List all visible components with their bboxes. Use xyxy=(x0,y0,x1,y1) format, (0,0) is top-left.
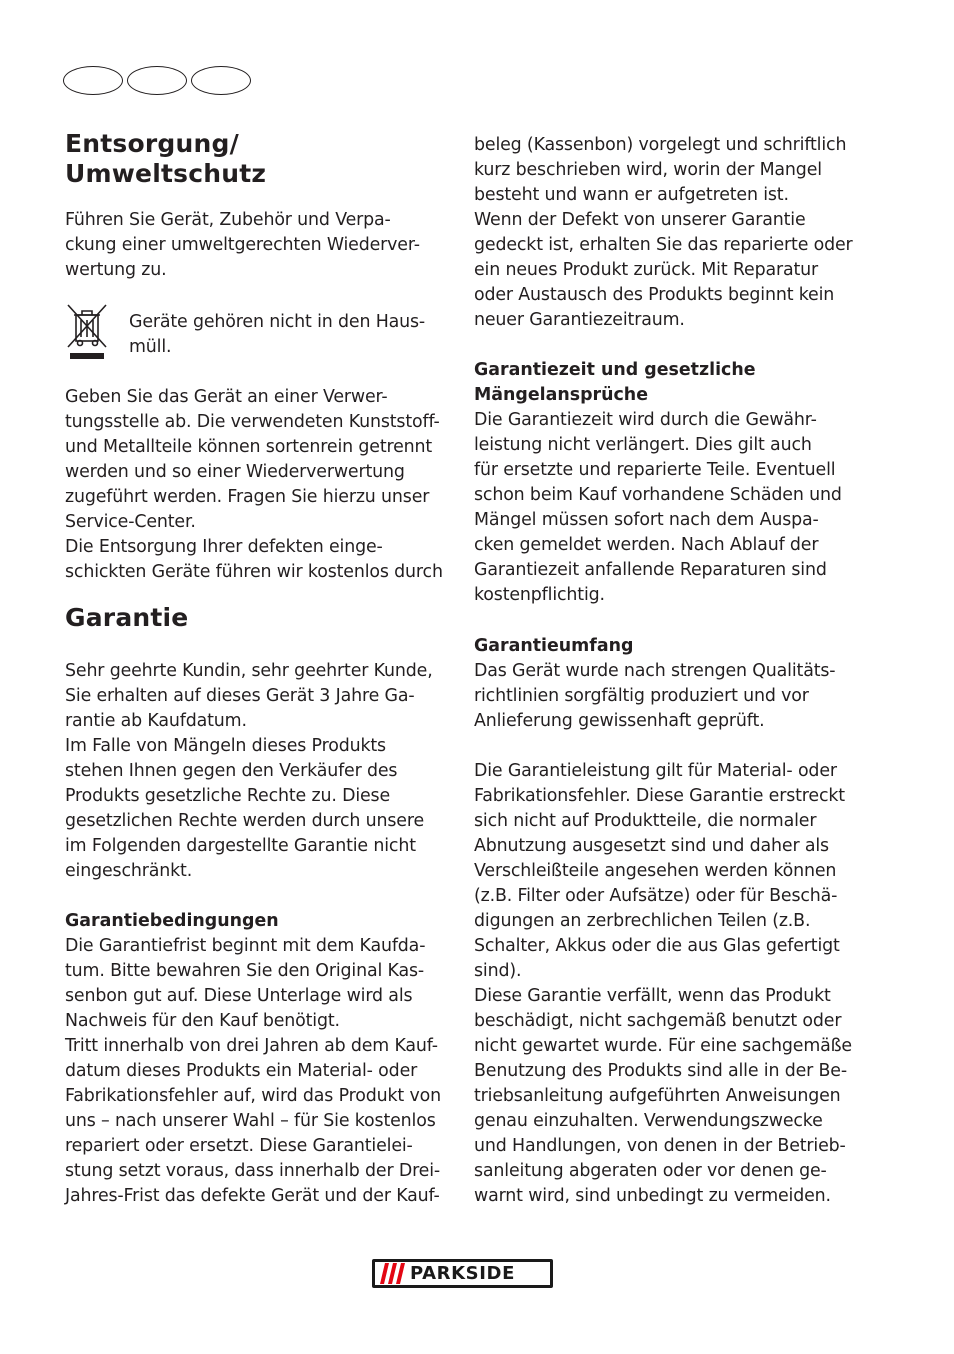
language-oval-icon xyxy=(191,66,251,95)
conditions-continued: beleg (Kassenbon) vorgelegt und schriftlich kurz beschrieben wird, worin der Mangel besteht und wann er aufgetreten ist. Wenn der Defekt von unserer Garantie gedeckt ist, erhalten Sie das reparierte oder ein neues Produkt zurück. Mit Reparatur oder Austausch des Produkts beginnt kein neuer Garantiezeitraum. xyxy=(474,135,853,330)
crossed-out-wheelie-bin-icon xyxy=(64,301,112,361)
language-oval-icons xyxy=(63,66,253,97)
language-oval-icon xyxy=(127,66,187,95)
logo-brand-text: PARKSIDE xyxy=(410,1263,515,1284)
scope-body-2: Die Garantieleistung gilt für Material- oder Fabrikationsfehler. Diese Garantie erstreckt sich nicht auf Produktteile, die normaler Abnutzung ausgesetzt sind und daher als Verschleißteile angesehen werden können (z.B. Filter oder Aufsätze) oder für Beschä- digungen an zerbrechlichen Teilen (z.B. Schalter, Akkus oder die aus Glas gefertigt sind). Diese Garantie verfällt, wenn das Produkt beschädigt, nicht sachgemäß benutzt oder nicht gewartet wurde. Für eine sachgemäße Benutzung des Produkts sind alle in der Be- triebsanleitung aufgeführten Anweisungen genau einzuhalten. Verwendungszwecke und Handlungen, von denen in der Betrieb- sanleitung abgeraten oder vor denen ge- warnt wird, sind unbedingt zu vermeiden. xyxy=(474,761,852,1206)
conditions-body: Die Garantiefrist beginnt mit dem Kaufda- tum. Bitte bewahren Sie den Original Kas- senbon gut auf. Diese Unterlage wird als Nachweis für den Kauf benötigt. Tritt innerhalb von drei Jahren ab dem Kauf- datum dieses Produkts ein Material- oder Fabrikationsfehler auf, wird das Produkt von uns – nach unserer Wahl – für Sie kostenlos repariert oder ersetzt. Diese Garantielei- stung setzt voraus, dass innerhalb der Drei- Jahres-Frist das defekte Gerät und der Kauf- xyxy=(65,936,441,1206)
heading-scope: Garantieumfang xyxy=(474,636,634,656)
weee-note: Geräte gehören nicht in den Haus- müll. xyxy=(129,312,426,357)
parkside-logo xyxy=(372,1259,553,1288)
disposal-body: Geben Sie das Gerät an einer Verwer- tungsstelle ab. Die verwendeten Kunststoff- und Metallteile können sortenrein getrennt werden und so einer Wiederverwertung zugeführt werden. Fragen Sie hierzu unser Service-Center. Die Entsorgung Ihrer defekten einge- schickten Geräte führen wir kostenlos durch xyxy=(65,387,443,582)
language-oval-icon xyxy=(63,66,123,95)
period-body: Die Garantiezeit wird durch die Gewähr- leistung nicht verlängert. Dies gilt auch für ersetzte und reparierte Teile. Eventuell schon beim Kauf vorhandene Schäden und Mängel müssen sofort nach dem Auspa- cken gemeldet werden. Nach Ablauf der Garantiezeit anfallende Reparaturen sind kostenpflichtig. xyxy=(474,410,842,605)
logo-stripes-icon xyxy=(376,1263,406,1284)
disposal-intro: Führen Sie Gerät, Zubehör und Verpa- ckung einer umweltgerechten Wiederver- wertung zu. xyxy=(65,210,420,280)
heading-period: Garantiezeit und gesetzliche Mängelansprüche xyxy=(474,360,756,405)
scope-body-1: Das Gerät wurde nach strengen Qualitäts- richtlinien sorgfältig produziert und vor Anlieferung gewissenhaft geprüft. xyxy=(474,661,836,731)
heading-disposal: Entsorgung/ Umweltschutz xyxy=(65,129,267,188)
heading-warranty: Garantie xyxy=(65,603,189,632)
heading-conditions: Garantiebedingungen xyxy=(65,911,279,931)
warranty-intro: Sehr geehrte Kundin, sehr geehrter Kunde, Sie erhalten auf dieses Gerät 3 Jahre Ga- rantie ab Kaufdatum. Im Falle von Mängeln dieses Produkts stehen Ihnen gegen den Verkäufer des Produkts gesetzliche Rechte zu. Diese gesetzlichen Rechte werden durch unsere im Folgenden dargestellte Garantie nicht eingeschränkt. xyxy=(65,661,433,881)
